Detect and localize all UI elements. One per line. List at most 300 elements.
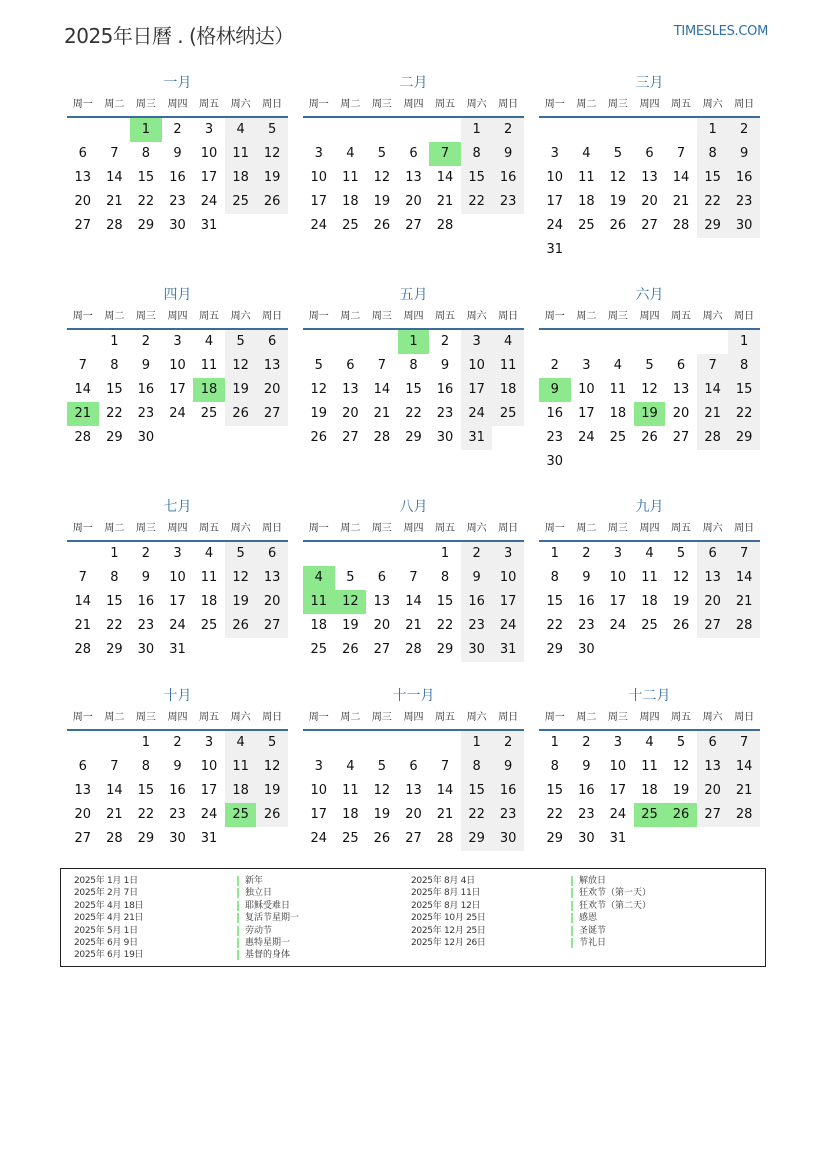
day-cell[interactable]: 17 xyxy=(546,194,564,209)
day-cell[interactable]: 9 xyxy=(461,566,493,590)
holiday-day-cell[interactable]: 19 xyxy=(634,402,666,426)
day-cell[interactable]: 28 xyxy=(697,426,729,450)
day-cell[interactable]: 1 xyxy=(550,546,559,561)
day-cell[interactable]: 10 xyxy=(492,566,524,590)
day-cell[interactable]: 13 xyxy=(256,566,288,590)
day-cell[interactable]: 6 xyxy=(78,759,87,774)
day-cell[interactable]: 5 xyxy=(613,146,623,161)
day-cell[interactable]: 25 xyxy=(492,402,524,426)
day-cell[interactable]: 26 xyxy=(225,614,257,638)
day-cell[interactable]: 1 xyxy=(697,118,729,142)
day-cell[interactable]: 12 xyxy=(672,570,690,585)
day-cell[interactable]: 18 xyxy=(641,783,658,798)
day-cell[interactable]: 4 xyxy=(346,146,355,161)
day-cell[interactable]: 1 xyxy=(110,334,119,349)
day-cell[interactable]: 9 xyxy=(582,570,591,585)
holiday-day-cell[interactable]: 18 xyxy=(193,378,225,402)
day-cell[interactable]: 2 xyxy=(173,735,182,750)
day-cell[interactable]: 12 xyxy=(225,566,257,590)
day-cell[interactable]: 12 xyxy=(373,170,391,185)
day-cell[interactable]: 2 xyxy=(550,358,559,373)
day-cell[interactable]: 2 xyxy=(492,118,524,142)
day-cell[interactable]: 4 xyxy=(613,358,623,373)
day-cell[interactable]: 28 xyxy=(728,803,760,827)
day-cell[interactable]: 30 xyxy=(578,642,595,657)
day-cell[interactable]: 5 xyxy=(676,546,686,561)
day-cell[interactable]: 15 xyxy=(137,783,155,798)
day-cell[interactable]: 21 xyxy=(373,406,391,421)
day-cell[interactable]: 11 xyxy=(200,358,218,373)
day-cell[interactable]: 19 xyxy=(256,166,288,190)
day-cell[interactable]: 27 xyxy=(697,803,729,827)
day-cell[interactable]: 8 xyxy=(550,759,559,774)
day-cell[interactable]: 28 xyxy=(436,831,454,846)
day-cell[interactable]: 17 xyxy=(609,594,627,609)
day-cell[interactable]: 3 xyxy=(613,735,623,750)
day-cell[interactable]: 19 xyxy=(373,807,391,822)
day-cell[interactable]: 31 xyxy=(200,218,218,233)
holiday-day-cell[interactable]: 1 xyxy=(130,118,162,142)
day-cell[interactable]: 29 xyxy=(106,430,123,445)
day-cell[interactable]: 12 xyxy=(672,759,690,774)
day-cell[interactable]: 24 xyxy=(200,194,218,209)
day-cell[interactable]: 10 xyxy=(310,783,328,798)
day-cell[interactable]: 19 xyxy=(609,194,627,209)
day-cell[interactable]: 7 xyxy=(409,570,418,585)
day-cell[interactable]: 4 xyxy=(346,759,355,774)
day-cell[interactable]: 9 xyxy=(582,759,591,774)
day-cell[interactable]: 30 xyxy=(492,827,524,851)
day-cell[interactable]: 24 xyxy=(310,218,328,233)
day-cell[interactable]: 26 xyxy=(256,190,288,214)
day-cell[interactable]: 4 xyxy=(225,118,257,142)
day-cell[interactable]: 27 xyxy=(256,614,288,638)
day-cell[interactable]: 5 xyxy=(346,570,355,585)
day-cell[interactable]: 18 xyxy=(609,406,627,421)
day-cell[interactable]: 24 xyxy=(609,807,627,822)
holiday-day-cell[interactable]: 11 xyxy=(303,590,335,614)
day-cell[interactable]: 14 xyxy=(373,382,391,397)
day-cell[interactable]: 26 xyxy=(609,218,627,233)
day-cell[interactable]: 25 xyxy=(609,430,627,445)
day-cell[interactable]: 11 xyxy=(641,570,658,585)
day-cell[interactable]: 27 xyxy=(405,218,422,233)
day-cell[interactable]: 9 xyxy=(492,142,524,166)
day-cell[interactable]: 10 xyxy=(546,170,564,185)
day-cell[interactable]: 23 xyxy=(169,807,186,822)
day-cell[interactable]: 31 xyxy=(200,831,218,846)
day-cell[interactable]: 3 xyxy=(173,334,182,349)
day-cell[interactable]: 13 xyxy=(405,783,422,798)
day-cell[interactable]: 4 xyxy=(645,735,654,750)
day-cell[interactable]: 5 xyxy=(225,330,257,354)
day-cell[interactable]: 25 xyxy=(641,618,658,633)
day-cell[interactable]: 4 xyxy=(204,334,214,349)
day-cell[interactable]: 13 xyxy=(74,170,92,185)
day-cell[interactable]: 27 xyxy=(373,642,391,657)
day-cell[interactable]: 12 xyxy=(609,170,627,185)
day-cell[interactable]: 4 xyxy=(225,731,257,755)
day-cell[interactable]: 1 xyxy=(440,546,450,561)
day-cell[interactable]: 22 xyxy=(436,618,454,633)
day-cell[interactable]: 16 xyxy=(461,590,493,614)
day-cell[interactable]: 12 xyxy=(225,354,257,378)
day-cell[interactable]: 24 xyxy=(200,807,218,822)
day-cell[interactable]: 26 xyxy=(225,402,257,426)
day-cell[interactable]: 28 xyxy=(106,831,123,846)
day-cell[interactable]: 5 xyxy=(256,118,288,142)
day-cell[interactable]: 10 xyxy=(169,358,186,373)
day-cell[interactable]: 26 xyxy=(373,831,391,846)
day-cell[interactable]: 7 xyxy=(78,570,87,585)
day-cell[interactable]: 29 xyxy=(137,831,155,846)
day-cell[interactable]: 5 xyxy=(676,735,686,750)
day-cell[interactable]: 26 xyxy=(373,218,391,233)
day-cell[interactable]: 6 xyxy=(676,358,686,373)
day-cell[interactable]: 6 xyxy=(409,146,418,161)
day-cell[interactable]: 1 xyxy=(461,118,493,142)
day-cell[interactable]: 3 xyxy=(173,546,182,561)
day-cell[interactable]: 2 xyxy=(141,334,151,349)
day-cell[interactable]: 7 xyxy=(78,358,87,373)
day-cell[interactable]: 16 xyxy=(546,406,564,421)
day-cell[interactable]: 29 xyxy=(405,430,422,445)
day-cell[interactable]: 1 xyxy=(110,546,119,561)
day-cell[interactable]: 20 xyxy=(405,807,422,822)
day-cell[interactable]: 29 xyxy=(728,426,760,450)
day-cell[interactable]: 21 xyxy=(436,807,454,822)
day-cell[interactable]: 17 xyxy=(169,594,186,609)
day-cell[interactable]: 28 xyxy=(405,642,422,657)
day-cell[interactable]: 20 xyxy=(256,590,288,614)
day-cell[interactable]: 18 xyxy=(342,194,359,209)
day-cell[interactable]: 15 xyxy=(405,382,422,397)
day-cell[interactable]: 18 xyxy=(492,378,524,402)
day-cell[interactable]: 11 xyxy=(492,354,524,378)
day-cell[interactable]: 30 xyxy=(436,430,454,445)
day-cell[interactable]: 19 xyxy=(672,783,690,798)
day-cell[interactable]: 23 xyxy=(546,430,564,445)
day-cell[interactable]: 16 xyxy=(728,166,760,190)
day-cell[interactable]: 20 xyxy=(373,618,391,633)
day-cell[interactable]: 16 xyxy=(492,779,524,803)
day-cell[interactable]: 2 xyxy=(582,735,591,750)
day-cell[interactable]: 13 xyxy=(697,566,729,590)
day-cell[interactable]: 30 xyxy=(169,831,186,846)
day-cell[interactable]: 23 xyxy=(137,406,155,421)
day-cell[interactable]: 14 xyxy=(728,566,760,590)
day-cell[interactable]: 17 xyxy=(492,590,524,614)
day-cell[interactable]: 29 xyxy=(461,827,493,851)
day-cell[interactable]: 3 xyxy=(204,122,214,137)
day-cell[interactable]: 5 xyxy=(256,731,288,755)
day-cell[interactable]: 18 xyxy=(641,594,658,609)
day-cell[interactable]: 6 xyxy=(409,759,418,774)
day-cell[interactable]: 15 xyxy=(697,166,729,190)
day-cell[interactable]: 22 xyxy=(728,402,760,426)
day-cell[interactable]: 23 xyxy=(728,190,760,214)
day-cell[interactable]: 30 xyxy=(169,218,186,233)
day-cell[interactable]: 9 xyxy=(440,358,450,373)
day-cell[interactable]: 15 xyxy=(137,170,155,185)
day-cell[interactable]: 20 xyxy=(641,194,658,209)
day-cell[interactable]: 26 xyxy=(342,642,359,657)
day-cell[interactable]: 4 xyxy=(645,546,654,561)
day-cell[interactable]: 16 xyxy=(137,594,155,609)
day-cell[interactable]: 3 xyxy=(314,759,323,774)
day-cell[interactable]: 19 xyxy=(225,378,257,402)
day-cell[interactable]: 13 xyxy=(641,170,658,185)
day-cell[interactable]: 26 xyxy=(672,618,690,633)
day-cell[interactable]: 17 xyxy=(310,194,328,209)
day-cell[interactable]: 25 xyxy=(200,406,218,421)
day-cell[interactable]: 10 xyxy=(609,570,627,585)
day-cell[interactable]: 29 xyxy=(697,214,729,238)
day-cell[interactable]: 28 xyxy=(672,218,690,233)
day-cell[interactable]: 27 xyxy=(74,831,92,846)
day-cell[interactable]: 14 xyxy=(728,755,760,779)
day-cell[interactable]: 9 xyxy=(492,755,524,779)
day-cell[interactable]: 20 xyxy=(697,779,729,803)
day-cell[interactable]: 20 xyxy=(342,406,359,421)
day-cell[interactable]: 17 xyxy=(310,807,328,822)
day-cell[interactable]: 6 xyxy=(256,542,288,566)
day-cell[interactable]: 17 xyxy=(200,170,218,185)
day-cell[interactable]: 15 xyxy=(461,166,493,190)
day-cell[interactable]: 13 xyxy=(697,755,729,779)
day-cell[interactable]: 27 xyxy=(342,430,359,445)
day-cell[interactable]: 31 xyxy=(546,242,564,257)
day-cell[interactable]: 21 xyxy=(697,402,729,426)
day-cell[interactable]: 23 xyxy=(578,618,595,633)
day-cell[interactable]: 28 xyxy=(373,430,391,445)
day-cell[interactable]: 27 xyxy=(405,831,422,846)
day-cell[interactable]: 23 xyxy=(169,194,186,209)
day-cell[interactable]: 18 xyxy=(310,618,328,633)
day-cell[interactable]: 20 xyxy=(405,194,422,209)
day-cell[interactable]: 3 xyxy=(461,330,493,354)
day-cell[interactable]: 21 xyxy=(405,618,422,633)
day-cell[interactable]: 8 xyxy=(461,755,493,779)
day-cell[interactable]: 8 xyxy=(141,146,151,161)
day-cell[interactable]: 3 xyxy=(204,735,214,750)
day-cell[interactable]: 28 xyxy=(74,642,92,657)
day-cell[interactable]: 15 xyxy=(461,779,493,803)
day-cell[interactable]: 19 xyxy=(373,194,391,209)
day-cell[interactable]: 15 xyxy=(106,594,123,609)
day-cell[interactable]: 16 xyxy=(137,382,155,397)
day-cell[interactable]: 31 xyxy=(461,426,493,450)
day-cell[interactable]: 8 xyxy=(550,570,559,585)
day-cell[interactable]: 22 xyxy=(405,406,422,421)
day-cell[interactable]: 25 xyxy=(342,831,359,846)
day-cell[interactable]: 2 xyxy=(728,118,760,142)
day-cell[interactable]: 14 xyxy=(106,170,123,185)
day-cell[interactable]: 16 xyxy=(492,166,524,190)
day-cell[interactable]: 6 xyxy=(697,542,729,566)
day-cell[interactable]: 23 xyxy=(436,406,454,421)
day-cell[interactable]: 8 xyxy=(461,142,493,166)
day-cell[interactable]: 17 xyxy=(578,406,595,421)
day-cell[interactable]: 26 xyxy=(256,803,288,827)
day-cell[interactable]: 30 xyxy=(137,642,155,657)
day-cell[interactable]: 8 xyxy=(728,354,760,378)
day-cell[interactable]: 10 xyxy=(200,146,218,161)
day-cell[interactable]: 1 xyxy=(550,735,559,750)
day-cell[interactable]: 9 xyxy=(141,570,151,585)
holiday-day-cell[interactable]: 25 xyxy=(225,803,257,827)
day-cell[interactable]: 25 xyxy=(225,190,257,214)
day-cell[interactable]: 13 xyxy=(256,354,288,378)
day-cell[interactable]: 11 xyxy=(225,142,257,166)
day-cell[interactable]: 7 xyxy=(110,759,119,774)
day-cell[interactable]: 30 xyxy=(546,454,564,469)
day-cell[interactable]: 19 xyxy=(672,594,690,609)
day-cell[interactable]: 26 xyxy=(641,430,658,445)
day-cell[interactable]: 3 xyxy=(550,146,559,161)
day-cell[interactable]: 14 xyxy=(672,170,690,185)
day-cell[interactable]: 7 xyxy=(377,358,387,373)
day-cell[interactable]: 1 xyxy=(141,735,151,750)
holiday-day-cell[interactable]: 4 xyxy=(303,566,335,590)
day-cell[interactable]: 23 xyxy=(492,190,524,214)
day-cell[interactable]: 8 xyxy=(141,759,151,774)
day-cell[interactable]: 24 xyxy=(492,614,524,638)
site-name[interactable]: TIMESLES.COM xyxy=(673,24,768,39)
day-cell[interactable]: 11 xyxy=(641,759,658,774)
day-cell[interactable]: 10 xyxy=(310,170,328,185)
day-cell[interactable]: 3 xyxy=(314,146,323,161)
day-cell[interactable]: 21 xyxy=(74,618,92,633)
day-cell[interactable]: 10 xyxy=(200,759,218,774)
day-cell[interactable]: 12 xyxy=(641,382,658,397)
day-cell[interactable]: 27 xyxy=(672,430,690,445)
day-cell[interactable]: 18 xyxy=(578,194,595,209)
day-cell[interactable]: 22 xyxy=(697,190,729,214)
day-cell[interactable]: 12 xyxy=(256,755,288,779)
day-cell[interactable]: 27 xyxy=(641,218,658,233)
day-cell[interactable]: 31 xyxy=(492,638,524,662)
day-cell[interactable]: 18 xyxy=(200,594,218,609)
day-cell[interactable]: 7 xyxy=(697,354,729,378)
day-cell[interactable]: 2 xyxy=(173,122,182,137)
day-cell[interactable]: 11 xyxy=(342,170,359,185)
day-cell[interactable]: 27 xyxy=(256,402,288,426)
day-cell[interactable]: 23 xyxy=(137,618,155,633)
day-cell[interactable]: 20 xyxy=(672,406,690,421)
day-cell[interactable]: 23 xyxy=(492,803,524,827)
day-cell[interactable]: 25 xyxy=(578,218,595,233)
holiday-day-cell[interactable]: 12 xyxy=(335,590,367,614)
day-cell[interactable]: 12 xyxy=(373,783,391,798)
day-cell[interactable]: 29 xyxy=(436,642,454,657)
day-cell[interactable]: 5 xyxy=(377,146,387,161)
day-cell[interactable]: 19 xyxy=(310,406,328,421)
day-cell[interactable]: 4 xyxy=(492,330,524,354)
day-cell[interactable]: 15 xyxy=(106,382,123,397)
day-cell[interactable]: 18 xyxy=(225,166,257,190)
day-cell[interactable]: 30 xyxy=(461,638,493,662)
holiday-day-cell[interactable]: 21 xyxy=(67,402,99,426)
day-cell[interactable]: 12 xyxy=(310,382,328,397)
day-cell[interactable]: 30 xyxy=(728,214,760,238)
day-cell[interactable]: 8 xyxy=(110,570,119,585)
day-cell[interactable]: 4 xyxy=(204,546,214,561)
day-cell[interactable]: 15 xyxy=(546,594,564,609)
day-cell[interactable]: 15 xyxy=(436,594,454,609)
holiday-day-cell[interactable]: 7 xyxy=(429,142,461,166)
day-cell[interactable]: 16 xyxy=(169,783,186,798)
day-cell[interactable]: 10 xyxy=(169,570,186,585)
day-cell[interactable]: 18 xyxy=(225,779,257,803)
day-cell[interactable]: 10 xyxy=(461,354,493,378)
day-cell[interactable]: 6 xyxy=(78,146,87,161)
day-cell[interactable]: 14 xyxy=(436,783,454,798)
day-cell[interactable]: 24 xyxy=(578,430,595,445)
day-cell[interactable]: 22 xyxy=(137,807,155,822)
day-cell[interactable]: 21 xyxy=(672,194,690,209)
day-cell[interactable]: 20 xyxy=(74,194,92,209)
day-cell[interactable]: 16 xyxy=(436,382,454,397)
day-cell[interactable]: 21 xyxy=(436,194,454,209)
day-cell[interactable]: 24 xyxy=(310,831,328,846)
day-cell[interactable]: 13 xyxy=(373,594,391,609)
day-cell[interactable]: 1 xyxy=(461,731,493,755)
day-cell[interactable]: 11 xyxy=(578,170,595,185)
day-cell[interactable]: 21 xyxy=(106,807,123,822)
day-cell[interactable]: 13 xyxy=(342,382,359,397)
day-cell[interactable]: 5 xyxy=(377,759,387,774)
day-cell[interactable]: 6 xyxy=(346,358,355,373)
day-cell[interactable]: 22 xyxy=(461,803,493,827)
day-cell[interactable]: 10 xyxy=(578,382,595,397)
day-cell[interactable]: 25 xyxy=(342,218,359,233)
day-cell[interactable]: 8 xyxy=(697,142,729,166)
day-cell[interactable]: 23 xyxy=(461,614,493,638)
day-cell[interactable]: 24 xyxy=(169,618,186,633)
day-cell[interactable]: 11 xyxy=(200,570,218,585)
day-cell[interactable]: 3 xyxy=(582,358,591,373)
day-cell[interactable]: 9 xyxy=(173,146,182,161)
day-cell[interactable]: 13 xyxy=(672,382,690,397)
day-cell[interactable]: 1 xyxy=(728,330,760,354)
day-cell[interactable]: 22 xyxy=(461,190,493,214)
day-cell[interactable]: 28 xyxy=(74,430,92,445)
day-cell[interactable]: 25 xyxy=(310,642,328,657)
day-cell[interactable]: 27 xyxy=(697,614,729,638)
day-cell[interactable]: 17 xyxy=(169,382,186,397)
day-cell[interactable]: 14 xyxy=(74,594,92,609)
day-cell[interactable]: 2 xyxy=(582,546,591,561)
day-cell[interactable]: 6 xyxy=(256,330,288,354)
day-cell[interactable]: 21 xyxy=(728,590,760,614)
day-cell[interactable]: 13 xyxy=(74,783,92,798)
day-cell[interactable]: 28 xyxy=(436,218,454,233)
day-cell[interactable]: 10 xyxy=(609,759,627,774)
day-cell[interactable]: 11 xyxy=(342,783,359,798)
day-cell[interactable]: 25 xyxy=(200,618,218,633)
day-cell[interactable]: 16 xyxy=(578,594,595,609)
day-cell[interactable]: 7 xyxy=(440,759,450,774)
day-cell[interactable]: 22 xyxy=(137,194,155,209)
day-cell[interactable]: 5 xyxy=(645,358,654,373)
day-cell[interactable]: 14 xyxy=(697,378,729,402)
holiday-day-cell[interactable]: 25 xyxy=(634,803,666,827)
day-cell[interactable]: 14 xyxy=(106,783,123,798)
day-cell[interactable]: 19 xyxy=(256,779,288,803)
day-cell[interactable]: 7 xyxy=(110,146,119,161)
day-cell[interactable]: 21 xyxy=(106,194,123,209)
